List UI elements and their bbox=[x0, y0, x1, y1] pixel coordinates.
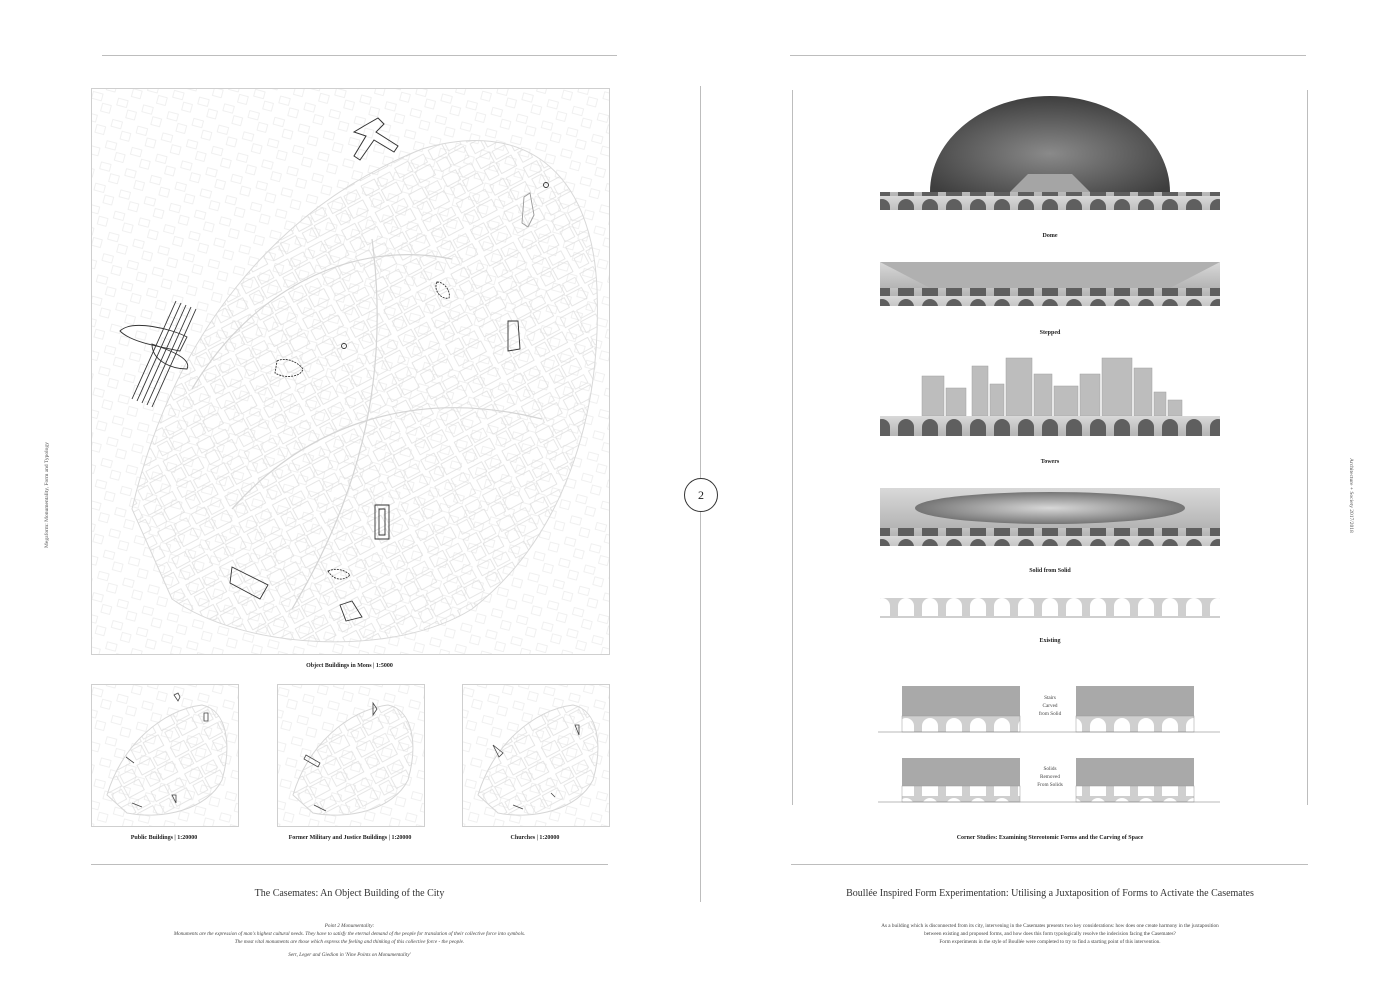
small-map-caption-military: Former Military and Justice Buildings | 1:20000 bbox=[288, 835, 412, 841]
small-map-public bbox=[91, 684, 239, 827]
left-page-title: The Casemates: An Object Building of the City bbox=[254, 888, 445, 899]
left-top-rule bbox=[102, 55, 617, 56]
quote-heading: Point 2 Monumentality: bbox=[324, 923, 375, 929]
center-divider-bottom bbox=[700, 510, 701, 902]
quote-line-2: The most vital monuments are those which express the feeling and thinking of this collective force - the people. bbox=[234, 939, 465, 945]
quote-attribution: Sert, Leger and Giedion in 'Nine Points on Monumentality' bbox=[288, 952, 411, 958]
corner-label-bottom: Solids Removed From Solids bbox=[1037, 766, 1063, 788]
form-stepped bbox=[880, 262, 1220, 306]
right-bottom-rule bbox=[791, 864, 1308, 865]
right-side-label: Architecture + Society 2017/2018 bbox=[1348, 458, 1354, 533]
body-line-2: between existing and proposed forms, and how does this form typologically resolve the indecision facing the Casemates? bbox=[924, 931, 1176, 937]
label-dome: Dome bbox=[1042, 233, 1058, 239]
quote-line-1: Monuments are the expression of man's highest cultural needs. They have to satisfy the eternal demand of the people for translation of their collective force into symbols. bbox=[173, 931, 526, 937]
body-line-3: Form experiments in the style of Boullée were completed to try to find a starting point of this intervention. bbox=[939, 939, 1161, 945]
form-dome bbox=[880, 96, 1220, 210]
label-solid-from-solid: Solid from Solid bbox=[1029, 568, 1071, 574]
left-side-label: Megaform: Monumentality, Form and Typology bbox=[44, 442, 50, 548]
small-map-military bbox=[277, 684, 425, 827]
main-map-caption: Object Buildings in Mons | 1:5000 bbox=[306, 663, 393, 669]
main-city-map bbox=[91, 88, 610, 655]
left-bottom-rule bbox=[91, 864, 608, 865]
center-divider-top bbox=[700, 86, 701, 478]
city-map-drawing bbox=[92, 89, 609, 654]
small-map-caption-public: Public Buildings | 1:20000 bbox=[130, 835, 198, 841]
right-top-rule bbox=[790, 55, 1306, 56]
right-frame-left bbox=[792, 90, 793, 805]
form-towers bbox=[880, 358, 1220, 436]
right-page-title: Boullée Inspired Form Experimentation: Utilising a Juxtaposition of Forms to Activate the Casemates bbox=[846, 888, 1254, 899]
body-line-1: As a building which is disconnected from its city, intervening in the Casemates presents two key considerations: how does one create harmony in the juxtaposition bbox=[881, 923, 1219, 929]
page-number: 2 bbox=[684, 478, 718, 512]
right-frame-right bbox=[1307, 90, 1308, 805]
small-map-caption-churches: Churches | 1:20000 bbox=[510, 835, 560, 841]
small-map-churches bbox=[462, 684, 610, 827]
form-existing bbox=[880, 598, 1220, 618]
label-stepped: Stepped bbox=[1039, 330, 1061, 336]
label-existing: Existing bbox=[1039, 638, 1061, 644]
corner-label-top: Stairs Carved from Solid bbox=[1038, 695, 1062, 717]
label-towers: Towers bbox=[1040, 459, 1060, 465]
corner-studies-caption: Corner Studies: Examining Stereotomic Forms and the Carving of Space bbox=[956, 835, 1144, 841]
form-solid-from-solid bbox=[880, 488, 1220, 546]
